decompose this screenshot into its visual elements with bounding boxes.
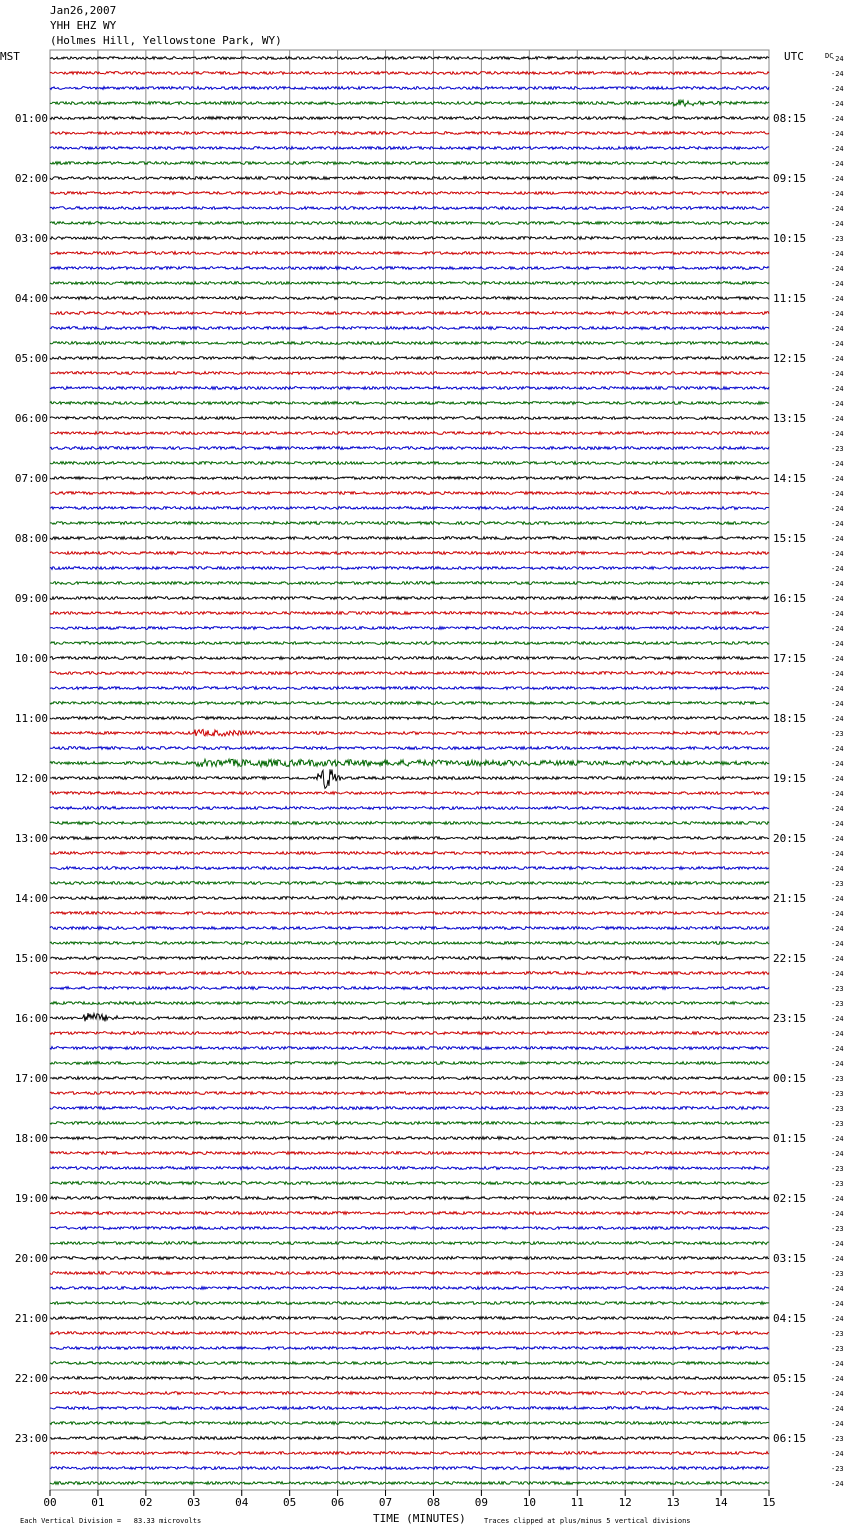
dc-offset-label: -24 [831, 55, 844, 63]
dc-offset-label: -24 [831, 1420, 844, 1428]
x-tick-label: 00 [43, 1496, 57, 1509]
x-tick-label: 06 [330, 1496, 345, 1509]
dc-offset-label: -24 [831, 460, 844, 468]
trace-line [50, 162, 769, 165]
utc-hour-label: 15:15 [773, 532, 807, 545]
mst-label: MST [0, 50, 20, 63]
plot-frame [50, 50, 769, 1490]
clip-note: Traces clipped at plus/minus 5 vertical divisions [484, 1517, 691, 1525]
utc-hour-label: 01:15 [773, 1132, 807, 1145]
dc-offset-label: -24 [831, 1030, 844, 1038]
trace-line [50, 1392, 769, 1395]
trace-line [50, 769, 769, 788]
dc-offset-label: -23 [831, 1330, 844, 1338]
dc-offset-label: -23 [831, 1435, 844, 1443]
trace-line [50, 1347, 769, 1350]
dc-offset-label: -24 [831, 1480, 844, 1488]
trace-line [50, 1227, 769, 1230]
utc-hour-label: 05:15 [773, 1372, 807, 1385]
dc-offset-label: -24 [831, 115, 844, 123]
mst-hour-label: 17:00 [14, 1072, 48, 1085]
dc-offset-label: -24 [831, 355, 844, 363]
trace-line [50, 942, 769, 945]
dc-offset-label: -24 [831, 925, 844, 933]
trace-line [50, 747, 769, 750]
trace-line [50, 462, 769, 465]
dc-offset-label: -24 [831, 700, 844, 708]
trace-line [50, 1062, 769, 1065]
utc-hour-label: 10:15 [773, 232, 807, 245]
dc-offset-label: -24 [831, 205, 844, 213]
x-tick-label: 12 [618, 1496, 632, 1509]
dc-offset-label: -24 [831, 1150, 844, 1158]
trace-line [50, 1077, 769, 1080]
dc-offset-label: -24 [831, 580, 844, 588]
trace-line [50, 612, 769, 615]
dc-offset-label: -24 [831, 1405, 844, 1413]
trace-line [50, 1407, 769, 1410]
trace-line [50, 1092, 769, 1095]
dc-offset-label: -23 [831, 1225, 844, 1233]
trace-line [50, 132, 769, 135]
trace-line [50, 897, 769, 900]
x-tick-label: 07 [378, 1496, 393, 1509]
dc-offset-label: -24 [831, 400, 844, 408]
trace-line [50, 1137, 769, 1140]
utc-hour-label: 08:15 [773, 112, 807, 125]
trace-line [50, 730, 769, 737]
dc-offset-label: -23 [831, 985, 844, 993]
dc-offset-label: -24 [831, 760, 844, 768]
x-tick-label: 02 [139, 1496, 153, 1509]
mst-hour-label: 11:00 [14, 712, 48, 725]
header-location: (Holmes Hill, Yellowstone Park, WY) [50, 34, 282, 47]
trace-line [50, 1452, 769, 1455]
dc-offset-label: -24 [831, 325, 844, 333]
dc-offset-label: -24 [831, 1285, 844, 1293]
utc-hour-label: 16:15 [773, 592, 807, 605]
dc-offset-label: -24 [831, 520, 844, 528]
trace-line [50, 822, 769, 825]
dc-offset-label: -24 [831, 685, 844, 693]
dc-offset-label: -23 [831, 1180, 844, 1188]
dc-offset-label: -24 [831, 655, 844, 663]
x-tick-label: 03 [187, 1496, 201, 1509]
mst-hour-label: 01:00 [14, 112, 48, 125]
dc-offset-label: -24 [831, 145, 844, 153]
dc-offset-label: -24 [831, 670, 844, 678]
dc-offset-label: -24 [831, 310, 844, 318]
utc-hour-label: 12:15 [773, 352, 807, 365]
mst-hour-label: 10:00 [14, 652, 48, 665]
dc-offset-label: -23 [831, 1345, 844, 1353]
trace-line [50, 492, 769, 495]
mst-hour-label: 08:00 [14, 532, 48, 545]
utc-hour-label: 04:15 [773, 1312, 807, 1325]
mst-hour-label: 15:00 [14, 952, 48, 965]
dc-offset-label: -23 [831, 880, 844, 888]
dc-offset-label: -23 [831, 1000, 844, 1008]
scale-note: Each Vertical Division = 83.33 microvolts [20, 1517, 202, 1525]
utc-hour-label: 22:15 [773, 952, 807, 965]
mst-hour-label: 22:00 [14, 1372, 48, 1385]
trace-line [50, 222, 769, 225]
trace-line [50, 507, 769, 510]
trace-line [50, 1167, 769, 1170]
trace-line [50, 1002, 769, 1005]
trace-line [50, 372, 769, 375]
dc-offset-label: -24 [831, 775, 844, 783]
dc-offset-label: -23 [831, 235, 844, 243]
trace-line [50, 1107, 769, 1110]
dc-offset-label: -23 [831, 730, 844, 738]
trace-line [50, 1482, 769, 1485]
mst-hour-label: 03:00 [14, 232, 48, 245]
dc-offset-label: -24 [831, 745, 844, 753]
utc-hour-label: 13:15 [773, 412, 807, 425]
trace-line [50, 100, 769, 107]
utc-hour-label: 23:15 [773, 1012, 807, 1025]
dc-offset-label: -24 [831, 340, 844, 348]
dc-offset-label: -24 [831, 1315, 844, 1323]
dc-offset-label: -24 [831, 625, 844, 633]
trace-line [50, 567, 769, 570]
trace-line [50, 522, 769, 525]
trace-line [50, 1242, 769, 1245]
mst-hour-label: 12:00 [14, 772, 48, 785]
trace-line [50, 72, 769, 75]
dc-offset-label: -23 [831, 1090, 844, 1098]
dc-offset-label: -24 [831, 955, 844, 963]
trace-line [50, 282, 769, 285]
mst-hour-label: 02:00 [14, 172, 48, 185]
utc-hour-label: 11:15 [773, 292, 807, 305]
dc-offset-label: -24 [831, 1060, 844, 1068]
trace-line [50, 297, 769, 300]
dc-offset-label: -24 [831, 130, 844, 138]
dc-offset-label: -23 [831, 1465, 844, 1473]
trace-line [50, 1197, 769, 1200]
dc-offset-label: -24 [831, 475, 844, 483]
utc-hour-label: 03:15 [773, 1252, 807, 1265]
trace-line [50, 837, 769, 840]
x-tick-label: 14 [714, 1496, 728, 1509]
mst-hour-label: 21:00 [14, 1312, 48, 1325]
trace-line [50, 1302, 769, 1305]
trace-line [50, 687, 769, 690]
trace-line [50, 972, 769, 975]
utc-hour-label: 21:15 [773, 892, 807, 905]
trace-line [50, 177, 769, 180]
trace-line [50, 147, 769, 150]
trace-line [50, 552, 769, 555]
dc-offset-label: -24 [831, 835, 844, 843]
utc-hour-label: 06:15 [773, 1432, 807, 1445]
traces [50, 57, 769, 1485]
trace-line [50, 759, 769, 767]
trace-line [50, 447, 769, 450]
dc-offset-label: -23 [831, 1270, 844, 1278]
trace-line [50, 1047, 769, 1050]
dc-offset-label: -24 [831, 415, 844, 423]
dc-offset-label: -24 [831, 550, 844, 558]
x-tick-label: 11 [570, 1496, 584, 1509]
dc-offset-label: -23 [831, 1165, 844, 1173]
trace-line [50, 342, 769, 345]
x-tick-label: 01 [91, 1496, 105, 1509]
x-tick-label: 08 [426, 1496, 441, 1509]
trace-line [50, 1422, 769, 1425]
dc-offset-label: -24 [831, 595, 844, 603]
dc-offset-label: -24 [831, 850, 844, 858]
dc-offset-label: -24 [831, 565, 844, 573]
dc-offset-label: -24 [831, 1195, 844, 1203]
trace-line [50, 1013, 769, 1021]
dc-offset-label: -24 [831, 895, 844, 903]
x-tick-label: 04 [235, 1496, 249, 1509]
dc-offset-label: -23 [831, 445, 844, 453]
dc-offset-label: -24 [831, 970, 844, 978]
dc-offset-label: -24 [831, 280, 844, 288]
dc-offset-label: -23 [831, 1105, 844, 1113]
x-tick-label: 05 [283, 1496, 297, 1509]
dc-offset-label: -24 [831, 190, 844, 198]
trace-line [50, 537, 769, 540]
trace-line [50, 117, 769, 120]
dc-offset-label: -24 [831, 1045, 844, 1053]
dc-offset-label: -24 [831, 505, 844, 513]
dc-offset-label: -24 [831, 1300, 844, 1308]
dc-offset-label: -24 [831, 160, 844, 168]
x-tick-label: 15 [762, 1496, 776, 1509]
x-tick-label: 10 [522, 1496, 536, 1509]
dc-offset-label: -24 [831, 1135, 844, 1143]
trace-line [50, 1182, 769, 1185]
trace-line [50, 477, 769, 480]
trace-line [50, 402, 769, 405]
trace-line [50, 852, 769, 855]
dc-offset-label: -24 [831, 220, 844, 228]
utc-hour-label: 09:15 [773, 172, 807, 185]
trace-line [50, 207, 769, 210]
trace-line [50, 1212, 769, 1215]
trace-line [50, 792, 769, 795]
dc-offset-label: -24 [831, 70, 844, 78]
dc-offset-label: -24 [831, 1390, 844, 1398]
trace-line [50, 57, 769, 60]
dc-offset-label: -24 [831, 610, 844, 618]
trace-line [50, 432, 769, 435]
dc-offset-label: -24 [831, 910, 844, 918]
utc-hour-label: 18:15 [773, 712, 807, 725]
utc-hour-label: 17:15 [773, 652, 807, 665]
mst-hour-label: 13:00 [14, 832, 48, 845]
trace-line [50, 927, 769, 930]
mst-hour-label: 16:00 [14, 1012, 48, 1025]
trace-line [50, 1377, 769, 1380]
dc-offset-label: -24 [831, 940, 844, 948]
dc-offset-label: -24 [831, 430, 844, 438]
utc-label: UTC [784, 50, 804, 63]
trace-line [50, 1122, 769, 1125]
trace-line [50, 807, 769, 810]
trace-line [50, 1467, 769, 1470]
mst-hour-label: 06:00 [14, 412, 48, 425]
x-tick-label: 09 [474, 1496, 489, 1509]
mst-hour-label: 14:00 [14, 892, 48, 905]
trace-line [50, 312, 769, 315]
mst-hour-label: 04:00 [14, 292, 48, 305]
trace-line [50, 357, 769, 360]
x-tick-label: 13 [666, 1496, 680, 1509]
header-date: Jan26,2007 [50, 4, 117, 17]
mst-hour-label: 18:00 [14, 1132, 48, 1145]
dc-offset-label: -24 [831, 1450, 844, 1458]
mst-hour-label: 05:00 [14, 352, 48, 365]
dc-offset-label: -24 [831, 1015, 844, 1023]
dc-offset-label: -24 [831, 1210, 844, 1218]
mst-hour-label: 20:00 [14, 1252, 48, 1265]
trace-line [50, 1272, 769, 1275]
trace-line [50, 657, 769, 660]
dc-offset-label: -24 [831, 535, 844, 543]
trace-line [50, 192, 769, 195]
mst-hour-label: 23:00 [14, 1432, 48, 1445]
dc-offset-label: -23 [831, 1075, 844, 1083]
dc-offset-label: -24 [831, 265, 844, 273]
trace-line [50, 642, 769, 645]
trace-line [50, 882, 769, 885]
trace-line [50, 327, 769, 330]
trace-line [50, 1437, 769, 1440]
trace-line [50, 1332, 769, 1335]
dc-offset-label: -24 [831, 1375, 844, 1383]
dc-offset-label: -24 [831, 385, 844, 393]
utc-hour-label: 19:15 [773, 772, 807, 785]
mst-hour-label: 19:00 [14, 1192, 48, 1205]
trace-line [50, 987, 769, 990]
utc-hour-label: 02:15 [773, 1192, 807, 1205]
trace-line [50, 1317, 769, 1320]
trace-line [50, 912, 769, 915]
x-axis-title: TIME (MINUTES) [373, 1512, 466, 1525]
trace-line [50, 957, 769, 960]
trace-line [50, 1287, 769, 1290]
trace-line [50, 582, 769, 585]
dc-offset-label: -24 [831, 295, 844, 303]
dc-offset-label: -24 [831, 370, 844, 378]
dc-offset-label: -23 [831, 1120, 844, 1128]
trace-line [50, 702, 769, 705]
dc-offset-label: -24 [831, 85, 844, 93]
trace-line [50, 627, 769, 630]
trace-line [50, 1362, 769, 1365]
trace-line [50, 597, 769, 600]
dc-offset-label: -24 [831, 490, 844, 498]
trace-line [50, 267, 769, 270]
utc-hour-label: 14:15 [773, 472, 807, 485]
dc-offset-label: -24 [831, 805, 844, 813]
trace-line [50, 672, 769, 675]
dc-offset-label: -24 [831, 715, 844, 723]
trace-line [50, 1152, 769, 1155]
trace-line [50, 252, 769, 255]
trace-line [50, 417, 769, 420]
trace-line [50, 717, 769, 720]
utc-hour-label: 20:15 [773, 832, 807, 845]
dc-offset-label: -24 [831, 820, 844, 828]
dc-offset-label: -24 [831, 100, 844, 108]
trace-line [50, 1257, 769, 1260]
trace-line [50, 387, 769, 390]
dc-offset-label: -24 [831, 790, 844, 798]
trace-line [50, 237, 769, 240]
utc-hour-label: 00:15 [773, 1072, 807, 1085]
mst-hour-label: 07:00 [14, 472, 48, 485]
trace-line [50, 1032, 769, 1035]
header-station: YHH EHZ WY [50, 19, 117, 32]
dc-label: DC [825, 52, 834, 60]
dc-offset-label: -24 [831, 1360, 844, 1368]
dc-offset-label: -24 [831, 640, 844, 648]
dc-offset-label: -24 [831, 1255, 844, 1263]
dc-offset-label: -24 [831, 250, 844, 258]
labels [15, 55, 844, 1509]
trace-line [50, 87, 769, 90]
mst-hour-label: 09:00 [14, 592, 48, 605]
trace-line [50, 867, 769, 870]
dc-offset-label: -24 [831, 865, 844, 873]
dc-offset-label: -24 [831, 1240, 844, 1248]
dc-offset-label: -24 [831, 175, 844, 183]
